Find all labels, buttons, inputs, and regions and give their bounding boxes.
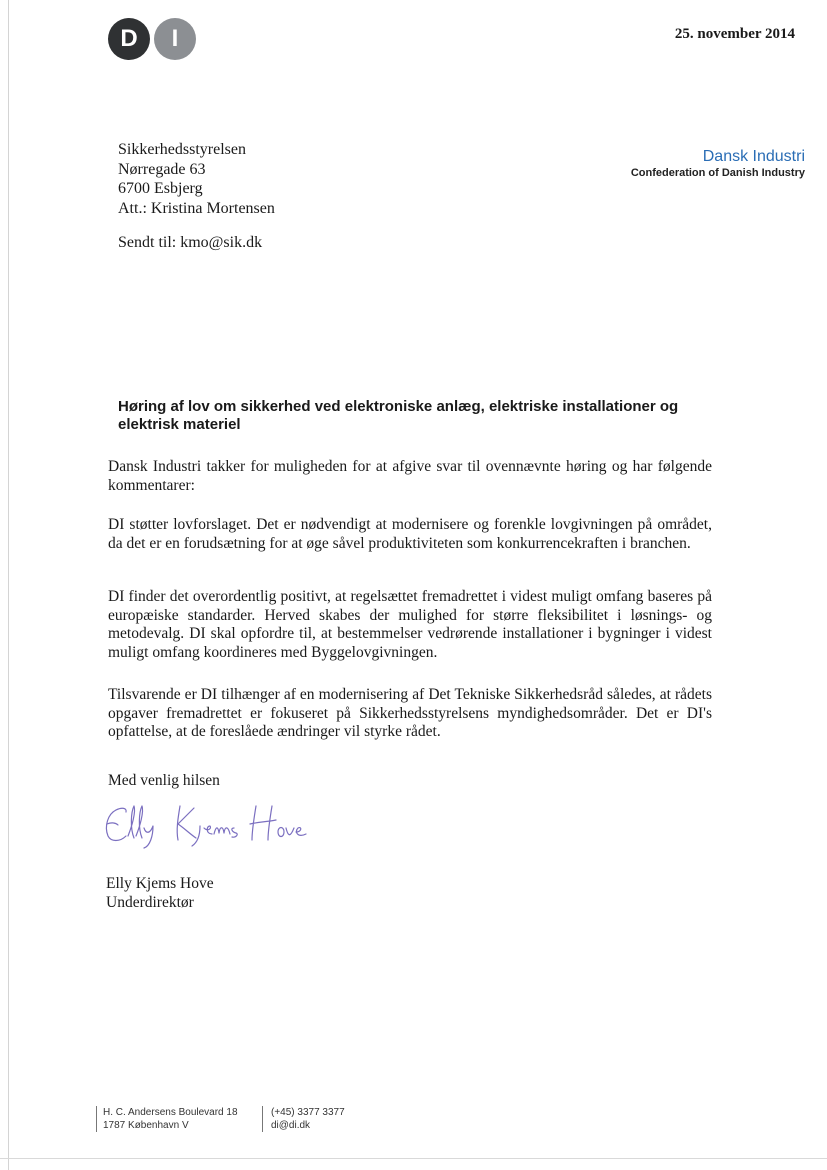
handwritten-signature (96, 798, 316, 850)
recipient-attention: Att.: Kristina Mortensen (118, 199, 275, 217)
recipient-address (118, 140, 275, 218)
organization-name: Dansk Industri (702, 148, 805, 165)
footer-contact (262, 1106, 345, 1132)
recipient-street: Nørregade 63 (118, 160, 206, 178)
footer-address-line-1: H. C. Andersens Boulevard 18 (103, 1107, 238, 1118)
signer-block (106, 874, 214, 912)
sent-to-line: Sendt til: kmo@sik.dk (118, 234, 263, 251)
footer-email: di@di.dk (271, 1120, 311, 1131)
scan-edge-left (8, 0, 9, 1170)
body-paragraph-2: DI støtter lovforslaget. Det er nødvendigt at modernisere og forenkle lovgivningen på området, da det er en forudsætning for at øge såvel produktiviteten som konkurrencekraften i branchen. (108, 516, 712, 552)
footer-phone: (+45) 3377 3377 (271, 1107, 345, 1118)
scan-edge-bottom (0, 1158, 827, 1159)
letter-date: 25. november 2014 (674, 26, 795, 42)
recipient-city: 6700 Esbjerg (118, 180, 203, 197)
body-paragraph-3: DI finder det overordentlig positivt, at regelsættet fremadrettet i videst muligt omfang baseres på europæiske standarder. Herved skabes der mulighed for større fleksibilitet i løsnings- og metodevalg. DI skal opfordre til, at bestemmelser vedrørende installationer i bygninger i videst muligt omfang koordineres med Byggelovgivningen. (108, 588, 712, 661)
body-paragraph-1: Dansk Industri takker for muligheden for at afgive svar til ovennævnte høring og har følgende kommentarer: (108, 458, 712, 494)
organization-block (631, 148, 805, 179)
recipient-name: Sikkerhedsstyrelsen (118, 141, 246, 158)
di-logo (108, 18, 200, 60)
closing-greeting: Med venlig hilsen (108, 772, 220, 789)
footer-address-line-2: 1787 København V (103, 1120, 189, 1131)
letter-subject: Høring af lov om sikkerhed ved elektroniske anlæg, elektriske installationer og elektrisk materiel (118, 398, 679, 433)
footer-address (96, 1106, 238, 1132)
organization-subtitle: Confederation of Danish Industry (630, 167, 805, 179)
logo-i-circle: I (154, 18, 196, 60)
signer-title: Underdirektør (106, 894, 194, 911)
body-paragraph-4: Tilsvarende er DI tilhænger af en modernisering af Det Tekniske Sikkerhedsråd således, at rådets opgaver fremadrettet er fokuseret på Sikkerhedsstyrelsens myndighedsområder. Det er DI's opfattelse, at de foreslåede ændringer vil styrke rådet. (108, 686, 712, 740)
logo-d-circle: D (108, 18, 150, 60)
signer-name: Elly Kjems Hove (106, 875, 214, 892)
